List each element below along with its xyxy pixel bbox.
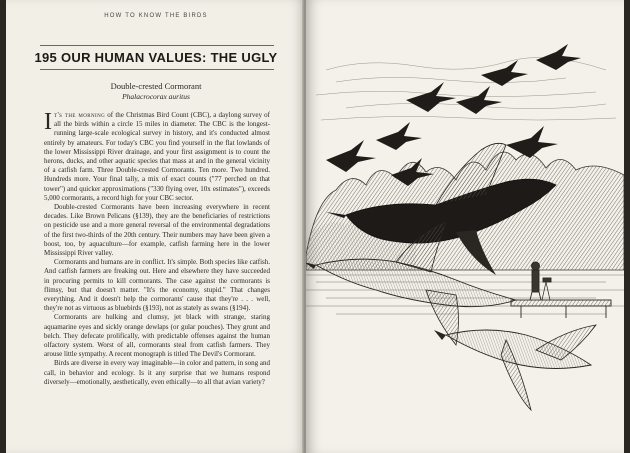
cormorant-illustration (306, 0, 624, 453)
title-rule-top (40, 45, 274, 46)
essay-body (44, 111, 270, 387)
essay-title: 195 OUR HUMAN VALUES: THE UGLY (34, 50, 278, 65)
lead-in: t's the morning (54, 111, 106, 119)
left-page (6, 0, 306, 453)
latin-name: Phalacrocorax auritus (122, 92, 190, 101)
paragraph-1-text: of the Christmas Bird Count (CBC), a daylong survey of all the birds within a circle 15 miles in diameter. The CBC is the longest-running large-scale ecological survey in history, and it's conducted almost entirely by amateurs. For today's CBC you find yourself in the flat lowlands of the lower Mississippi River drainage, and your first assignment is to count the herons, ducks, and other aquatic species that mass at and in the general vicinity of a catfish farm. Three Double-crested Cormorants. Ten more. Two hundred. Hundreds more. Your final tally, a mix of exact counts ("77 perched on that tower") and quicker approximations ("330 flying over, 10x estimates"), exceeds 5,000 cormorants, a record high for your CBC sector. (44, 111, 270, 202)
title-rule-bottom (40, 69, 274, 70)
bird-name: Double-crested Cormorant (110, 81, 202, 91)
paragraph-2: Double-crested Cormorants have been increasing everywhere in recent decades. Like Brown Pelicans (§139), they are the beneficiaries of restrictions on pesticide use and a more general reversal of the environmental degradations of the first two-thirds of the 20th century. Their numbers may have been given a boost, too, by aquaculture—for example, catfish farming here in the lower Mississippi River valley. (44, 203, 270, 258)
drop-cap: I (44, 109, 52, 135)
paragraph-4: Cormorants are hulking and clumsy, jet black with strange, staring aquamarine eyes and sickly orange dewlaps (or gular pouches). They grunt and belch. They defecate prolifically, with predictable offenses against the human olfactory system. Worst of all, cormorants steal from catfish farmers. They arouse little sympathy. A recent monograph is titled The Devil's Cormorant. (44, 313, 270, 359)
running-head: HOW TO KNOW THE BIRDS (104, 13, 208, 19)
sky-clouds (316, 58, 616, 121)
right-page (306, 0, 624, 453)
bottom-cormorant (434, 325, 596, 410)
paragraph-5: Birds are diverse in every way imaginable—in color and pattern, in song and call, in behavior and ecology. Is it any surprise that we humans respond diversely—emotionally, aesthetically, even ethically—to all that avian variety? (44, 359, 270, 386)
paragraph-1 (44, 111, 270, 203)
paragraph-3: Cormorants and humans are in conflict. It's simple. Both species like catfish. And catfish farmers are freaking out. Here and elsewhere they have succeeded in procuring permits to kill cormorants. The case against the cormorants is flimsy, but that doesn't matter. "It's the economy, stupid." That changes everything. And it doesn't help the cormorants' cause that they're . . . well, they're not as virtuous as bluebirds (§193), not as stately as swans (§194). (44, 258, 270, 313)
